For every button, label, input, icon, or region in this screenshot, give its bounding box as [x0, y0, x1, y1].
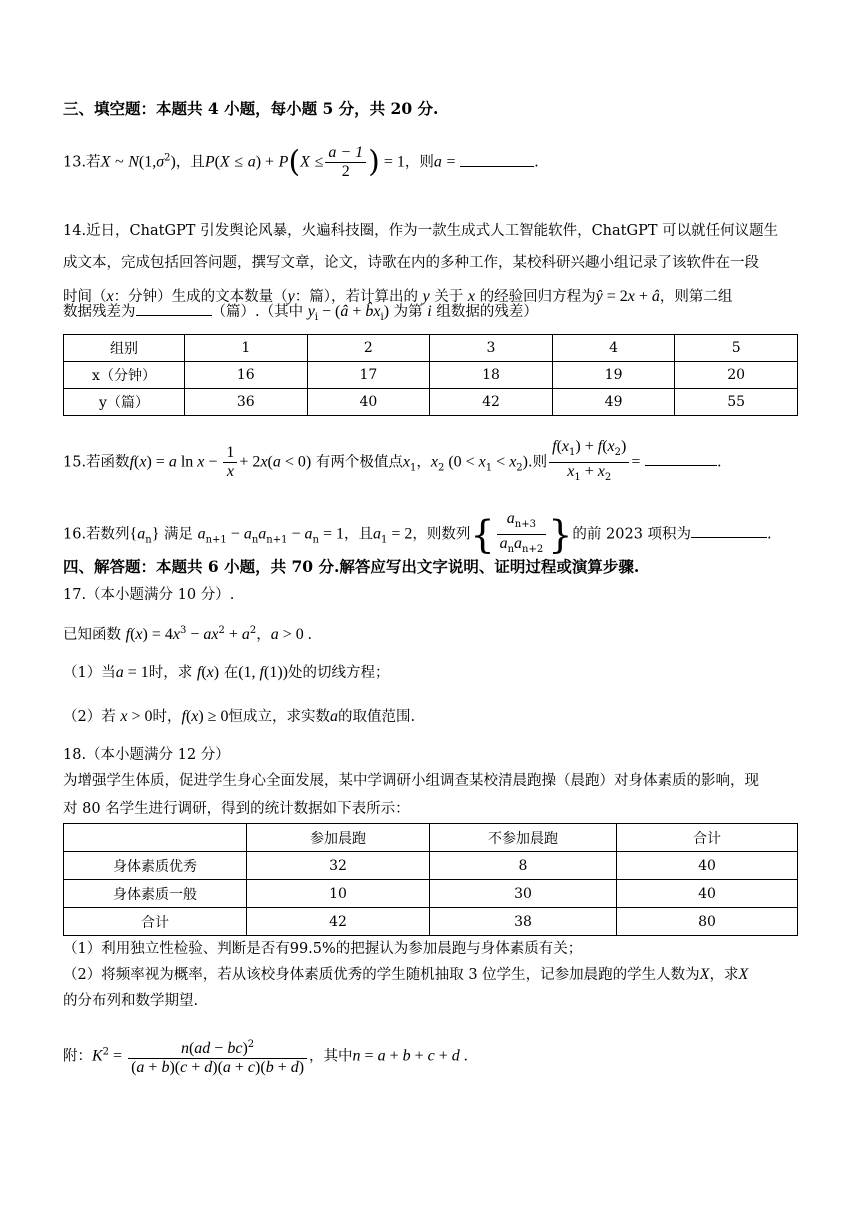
q18-part2-cont: 的分布列和数学期望. — [63, 993, 199, 1009]
q17-part1: （1）当a = 1时，求 f(x) 在(1, f(1))处的切线方程； — [63, 664, 390, 681]
q13-prefix: 13.若 — [63, 154, 101, 171]
table-row: 身体素质一般 10 30 40 — [64, 880, 798, 908]
answer-blank-13[interactable] — [460, 152, 534, 167]
table-row: y（篇） 36 40 42 49 55 — [64, 389, 798, 416]
q18-line2: 对 80 名学生进行调研，得到的统计数据如下表所示： — [63, 801, 410, 817]
q14-table — [63, 334, 798, 416]
q14-line1: 14.近日，ChatGPT 引发舆论风暴，火遍科技圈，作为一款生成式人工智能软件，ChatGPT 可以就任何议题生 — [63, 223, 779, 239]
answer-blank-14[interactable] — [136, 301, 212, 316]
table-row: 参加晨跑 不参加晨跑 合计 — [64, 824, 798, 852]
q18-line1: 为增强学生体质，促进学生身心全面发展，某中学调研小组调查某校清晨跑操（晨跑）对身体素质的影响，现 — [63, 773, 759, 789]
q13-tail: ，则 — [404, 154, 434, 171]
section-4-title: 四、解答题：本题共 6 小题，共 70 分.解答应写出文字说明、证明过程或演算步骤. — [63, 557, 640, 576]
q14-line3: 时间（x：分钟）生成的文本数量（y：篇），若计算出的 y 关于 x 的经验回归方程为ŷ = 2x + â，则第二组 — [63, 288, 733, 305]
q18-header: 18.（本小题满分 12 分） — [63, 747, 230, 763]
q17-part2: （2）若 x > 0时，f(x) ≥ 0恒成立，求实数a的取值范围. — [63, 708, 416, 725]
answer-blank-15[interactable] — [645, 451, 717, 466]
q14-line2: 成文本，完成包括回答问题，撰写文章，论文，诗歌在内的多种工作，某校科研兴趣小组记录了该软件在一段 — [63, 255, 759, 271]
q13-mid: ，且 — [175, 154, 205, 171]
question-13: 13.若X ~ $N(1,\sigma^2)$，且P(X ≤ a) + P(X ≤ $\frac{a - 1}{2}$ ) = 1，则a = . — [63, 144, 539, 180]
q18-appendix: 附：$K^2$ = $\frac{n(ad - bc)^2}{(a + b)(c + d)(a + c)(b + d)}$ ，其中n = a + b + c + d . — [63, 1039, 468, 1076]
q17-given: 已知函数 $f(x) = 4x^3 - ax^2 + a^2$，a > 0 . — [63, 625, 312, 643]
table-row: 身体素质优秀 32 8 40 — [64, 852, 798, 880]
q18-part1: （1）利用独立性检验、判断是否有99.5%的把握认为参加晨跑与身体素质有关； — [63, 941, 583, 957]
answer-blank-16[interactable] — [691, 523, 767, 538]
question-16: 16.若数列$\{a_n\}$ 满足 $a_{n+1} - a_na_{n+1} - a_n = 1$，且$a_1 = 2$，则数列{ $\frac{a_{n+3}}{a_na_{n+2}}$ }的前 2023 项积为 . — [63, 510, 800, 559]
table-row: x（分钟） 16 17 18 19 20 — [64, 362, 798, 389]
q18-table — [63, 823, 798, 936]
q14-line4-text: 数据残差为 （篇）.（其中 $y_i$ − (â + $b̂x_i$) 为第 i 组数据的残差） — [63, 303, 538, 323]
q17-header: 17.（本小题满分 10 分）. — [63, 587, 235, 603]
q18-part2: （2）将频率视为概率，若从该校身体素质优秀的学生随机抽取 3 位学生，记参加晨跑的学生人数为X，求X — [63, 966, 749, 983]
table-row: 合计 42 38 80 — [64, 908, 798, 936]
table-row: 组别 1 2 3 4 5 — [64, 335, 798, 362]
question-15: 15.若函数f(x) = a ln x − $\frac{1}{x}$ + 2x(a < 0) 有两个极值点$x_1$，$x_2$ $(0 < x_1 < x_2)$.则 $\frac{f(x_1) + f(x_2)}{x_1 + x_2}$ = . — [63, 438, 800, 487]
section-3-title: 三、填空题：本题共 4 小题，每小题 5 分，共 20 分. — [63, 99, 439, 118]
